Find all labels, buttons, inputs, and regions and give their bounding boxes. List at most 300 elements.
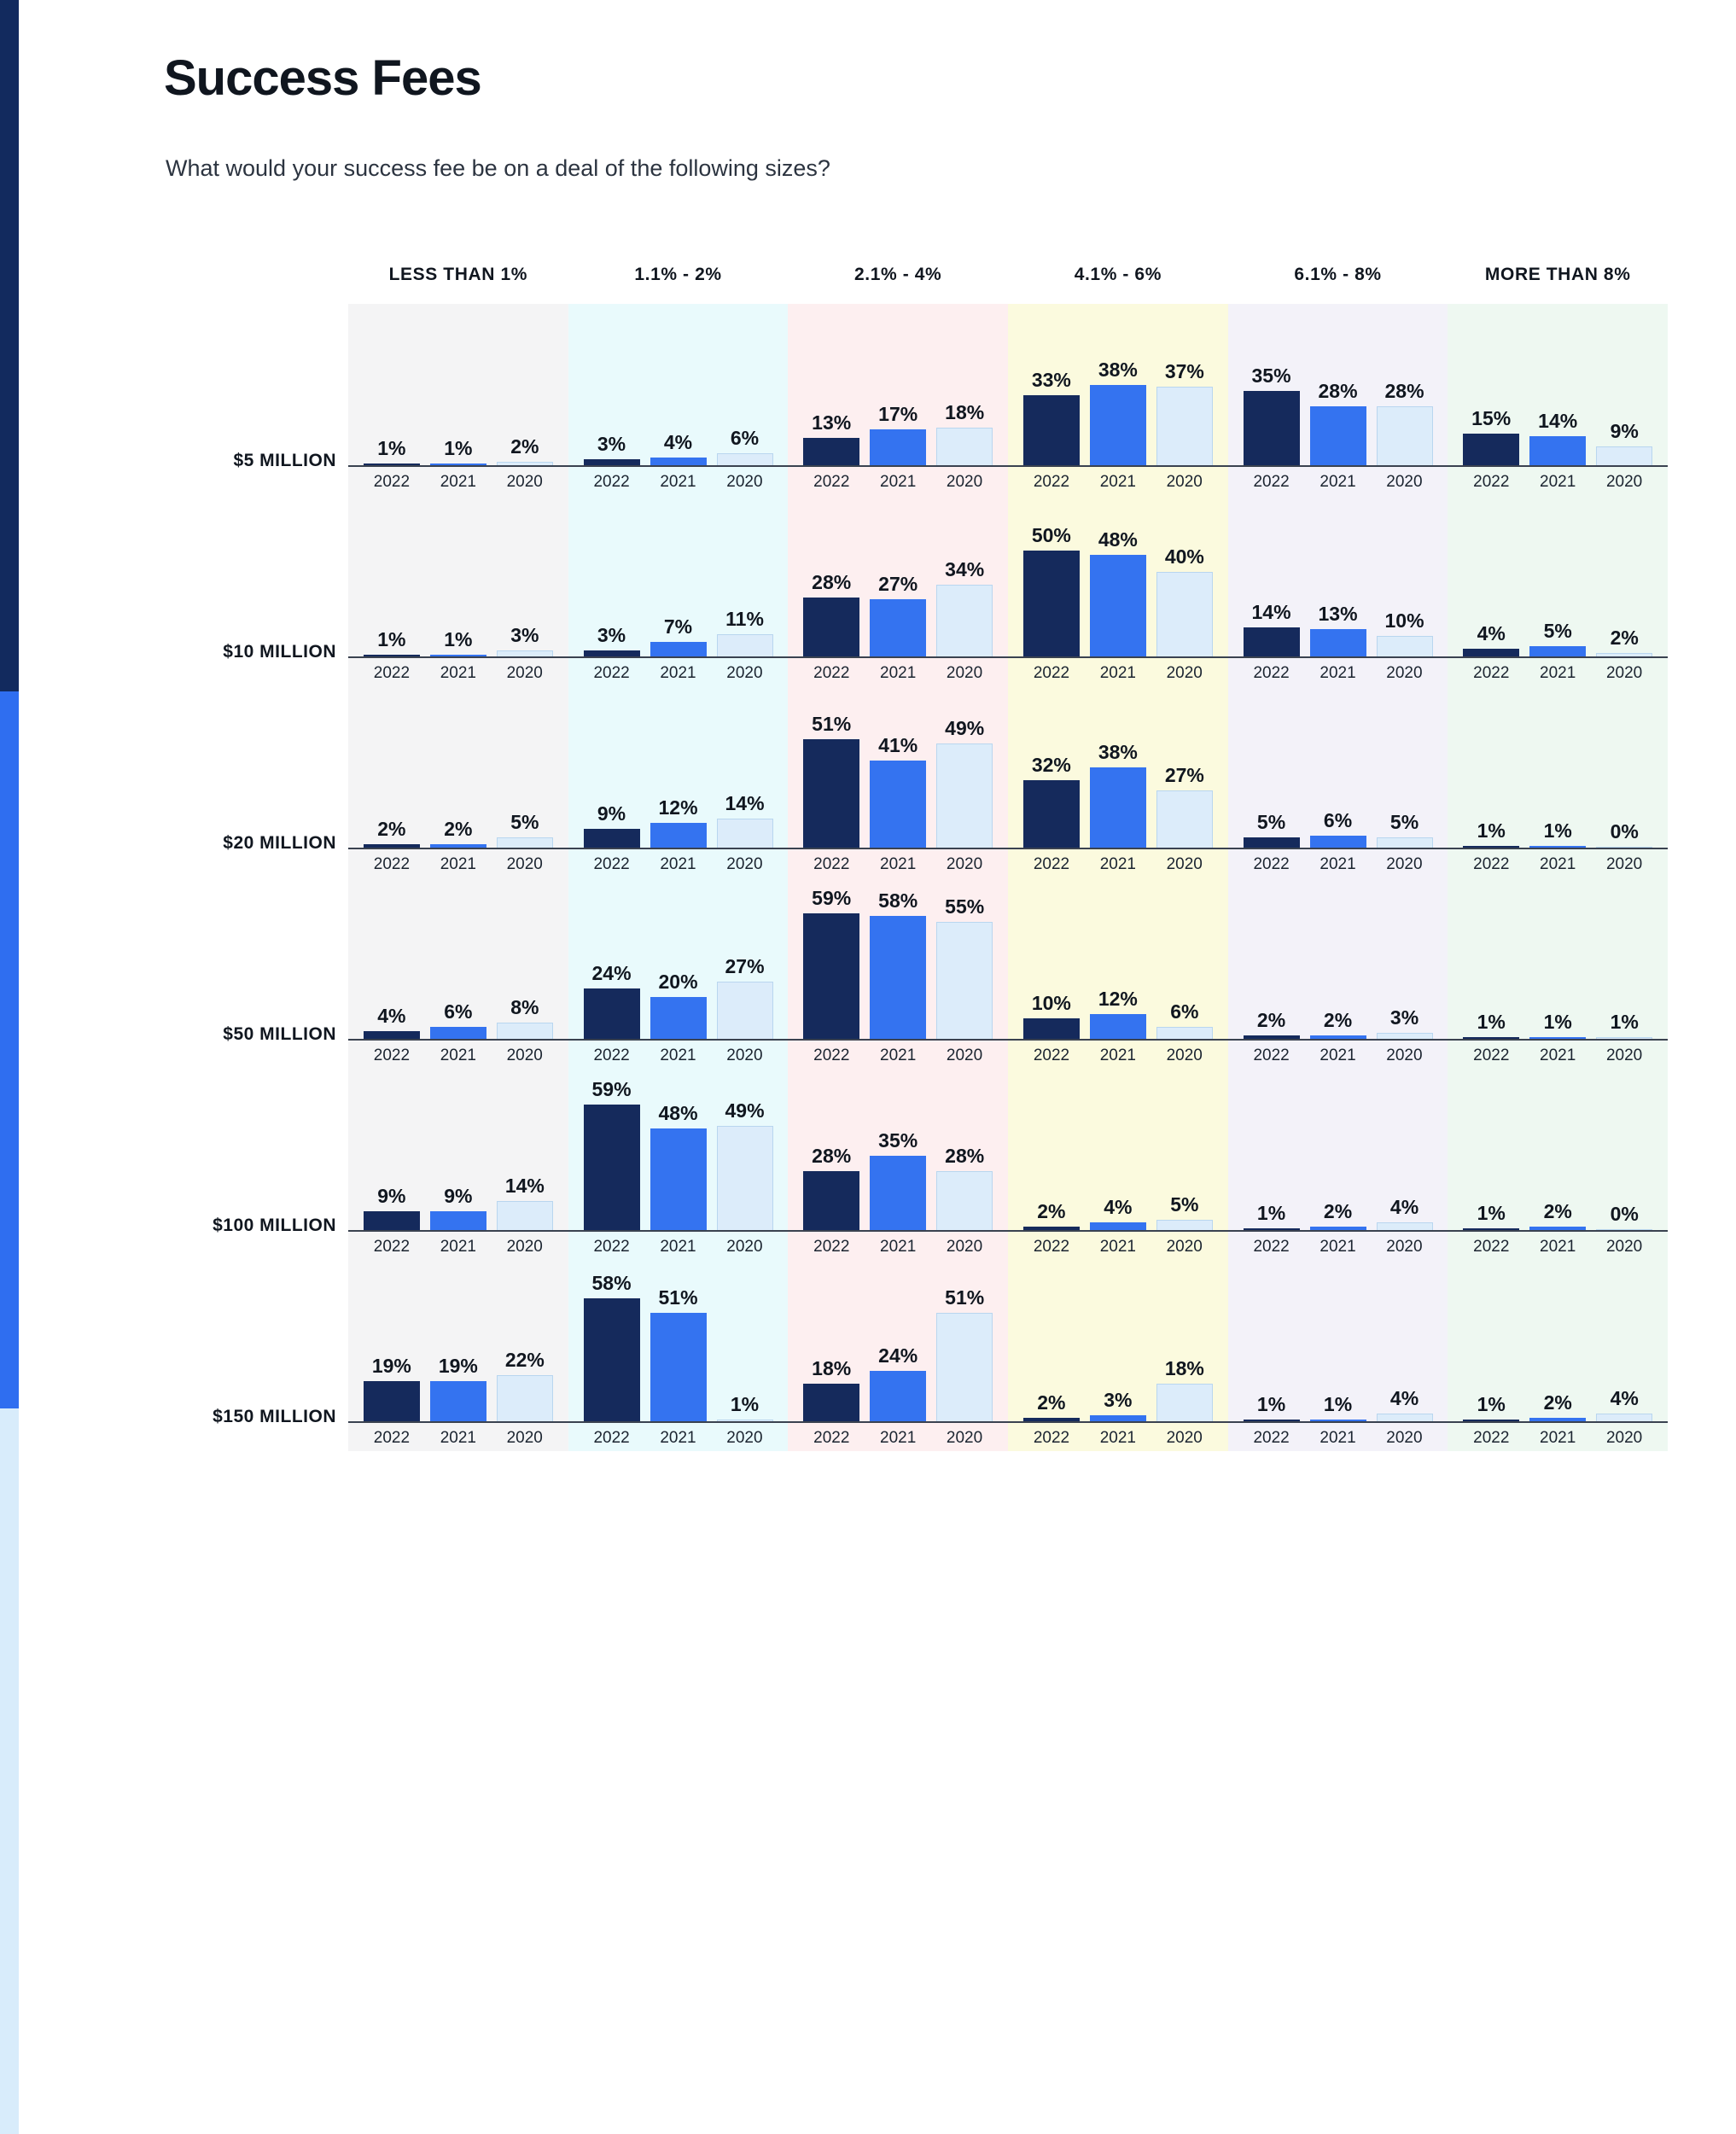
column-band [1228, 304, 1448, 1451]
accent-segment-light [0, 1408, 19, 2134]
bar [1023, 369, 1080, 466]
bar-rect-2021 [430, 1211, 486, 1231]
year-tick-label: 2022 [373, 1429, 411, 1447]
year-tick-label: 2020 [726, 1238, 763, 1256]
axis-line [568, 1230, 789, 1232]
bar-value-label: 48% [658, 1102, 698, 1124]
column-header: 6.1% - 8% [1294, 265, 1382, 284]
bar-value-label: 4% [377, 1005, 406, 1027]
year-tick-label: 2022 [1033, 1429, 1070, 1447]
year-tick-labels [1228, 855, 1448, 874]
year-tick-label: 2022 [813, 473, 850, 491]
year-tick-label: 2020 [1386, 855, 1423, 873]
year-tick-labels [348, 664, 568, 683]
year-tick-label: 2020 [726, 855, 763, 873]
page [19, 0, 1736, 2134]
bar [1310, 1200, 1366, 1231]
bar-group [568, 495, 789, 657]
axis-line [1448, 656, 1668, 658]
bar [497, 996, 553, 1040]
chart-cell [568, 878, 789, 1069]
bar-rect-2020 [936, 1171, 993, 1231]
chart-cell [1448, 304, 1668, 495]
axis-line [788, 1421, 1008, 1423]
bar [1596, 627, 1652, 657]
bar-value-label: 58% [878, 889, 918, 912]
bar-value-label: 6% [1170, 1000, 1199, 1023]
bar-value-label: 4% [1104, 1196, 1133, 1218]
bar-value-label: 2% [510, 435, 539, 458]
bar-rect-2021 [870, 916, 926, 1040]
year-tick-labels [1448, 855, 1668, 874]
year-tick-labels [1448, 473, 1668, 492]
bar-rect-2020 [936, 743, 993, 848]
bar-value-label: 13% [1318, 603, 1358, 625]
bar [1090, 1196, 1146, 1231]
bar-value-label: 24% [591, 962, 632, 984]
bar [1156, 1000, 1213, 1040]
axis-line [568, 656, 789, 658]
bar [1156, 545, 1213, 657]
bar [497, 624, 553, 657]
bar-group [348, 304, 568, 466]
year-tick-label: 2022 [593, 473, 630, 491]
bar-value-label: 1% [1256, 1202, 1286, 1224]
bar-value-label: 59% [591, 1078, 632, 1100]
year-tick-labels [1008, 1429, 1228, 1448]
year-tick-labels [568, 1047, 789, 1065]
bar-value-label: 28% [945, 1145, 985, 1167]
bar-group [1008, 495, 1228, 657]
chart-cell [1228, 1260, 1448, 1451]
year-tick-labels [1008, 473, 1228, 492]
chart-cell [568, 1069, 789, 1260]
bar [1023, 1391, 1080, 1422]
bar-group [1448, 1069, 1668, 1231]
year-tick-label: 2021 [1540, 664, 1576, 682]
bar-value-label: 1% [1323, 1393, 1353, 1415]
bar [1377, 1006, 1433, 1040]
year-tick-label: 2020 [1605, 1238, 1643, 1256]
bar-value-label: 14% [725, 792, 765, 814]
bar-rect-2022 [803, 913, 859, 1040]
bar-value-label: 1% [1543, 1011, 1572, 1033]
column-band [1008, 304, 1228, 1451]
bar [430, 628, 486, 657]
bar-group [1008, 304, 1228, 466]
year-tick-label: 2022 [1473, 473, 1510, 491]
bar-value-label: 14% [504, 1175, 545, 1197]
bar [1156, 764, 1213, 848]
year-tick-label: 2022 [1033, 1047, 1070, 1064]
bar-rect-2022 [1023, 395, 1080, 466]
axis-line [1228, 1230, 1448, 1232]
year-tick-labels [1228, 1238, 1448, 1256]
bar-rect-2020 [1156, 1027, 1213, 1040]
bar-rect-2021 [650, 823, 707, 848]
bar-group [348, 686, 568, 848]
bar-rect-2021 [870, 429, 926, 466]
year-tick-label: 2021 [1319, 1429, 1356, 1447]
bar-value-label: 0% [1610, 820, 1639, 843]
bar-value-label: 27% [878, 573, 918, 595]
bar-rect-2020 [717, 1126, 773, 1231]
year-tick-label: 2022 [1253, 664, 1290, 682]
year-tick-label: 2020 [506, 664, 543, 682]
year-tick-label: 2021 [1540, 855, 1576, 873]
bar [1529, 620, 1586, 657]
chart-cell [1228, 495, 1448, 686]
bar [497, 811, 553, 848]
bar [1463, 819, 1519, 848]
bar-value-label: 22% [504, 1349, 545, 1371]
bar-rect-2020 [1156, 790, 1213, 848]
bar-value-label: 5% [1256, 811, 1286, 833]
year-tick-label: 2020 [1605, 1429, 1643, 1447]
bar-value-label: 5% [1389, 811, 1419, 833]
axis-line [1008, 848, 1228, 849]
bar [717, 1099, 773, 1231]
axis-line [788, 1230, 1008, 1232]
bar-group [1228, 304, 1448, 466]
bar [717, 608, 773, 657]
bar [650, 431, 707, 466]
bar-value-label: 4% [1389, 1196, 1419, 1218]
year-tick-labels [1448, 664, 1668, 683]
bar-group [348, 1069, 568, 1231]
axis-line [1228, 848, 1448, 849]
bar-rect-2021 [650, 997, 707, 1040]
axis-line [1008, 1039, 1228, 1041]
page-title: Success Fees [164, 50, 481, 106]
bar [1310, 603, 1366, 657]
year-tick-label: 2022 [373, 473, 411, 491]
bar [1596, 820, 1652, 848]
bar-group [788, 686, 1008, 848]
bar [717, 955, 773, 1040]
bar [497, 1349, 553, 1422]
year-tick-label: 2022 [593, 1429, 630, 1447]
left-accent-rail [0, 0, 19, 2134]
bar [1310, 1009, 1366, 1040]
bar-value-label: 3% [510, 624, 539, 646]
bar [1377, 1196, 1433, 1231]
bar [1596, 1203, 1652, 1231]
bar-group [1448, 304, 1668, 466]
bar-value-label: 0% [1610, 1203, 1639, 1225]
year-tick-labels [788, 1047, 1008, 1065]
chart-grid [348, 304, 1668, 1451]
bar-rect-2020 [1596, 446, 1652, 466]
bar [1377, 1387, 1433, 1422]
bar-value-label: 9% [377, 1185, 406, 1207]
bar-rect-2021 [1090, 767, 1146, 848]
year-tick-label: 2021 [880, 855, 917, 873]
bar-value-label: 48% [1098, 528, 1138, 551]
bar [1023, 524, 1080, 657]
bar-rect-2022 [803, 739, 859, 848]
year-tick-labels [568, 664, 789, 683]
year-tick-label: 2021 [1540, 1429, 1576, 1447]
bar [1463, 1202, 1519, 1231]
bar-rect-2020 [1377, 406, 1433, 466]
year-tick-labels [1008, 1238, 1228, 1256]
column-header: MORE THAN 8% [1484, 265, 1631, 284]
bar-value-label: 9% [444, 1185, 473, 1207]
bar [364, 628, 420, 657]
bar-group [788, 878, 1008, 1040]
year-tick-labels [568, 1238, 789, 1256]
bar-group [788, 495, 1008, 657]
bar [803, 1145, 859, 1231]
bar [430, 818, 486, 848]
axis-line [568, 1421, 789, 1423]
bar-rect-2022 [1244, 627, 1300, 657]
bar-value-label: 3% [597, 624, 626, 646]
chart-cell [788, 878, 1008, 1069]
bar [936, 558, 993, 657]
bar-group [1448, 1260, 1668, 1422]
bar-group [1008, 686, 1228, 848]
row-label: $100 MILLION [213, 1216, 336, 1235]
bar-rect-2021 [430, 1381, 486, 1422]
bar-group [788, 1260, 1008, 1422]
bar [803, 1357, 859, 1422]
bar [1090, 359, 1146, 466]
year-tick-label: 2022 [813, 1047, 850, 1064]
year-tick-labels [788, 1238, 1008, 1256]
bar-value-label: 24% [878, 1344, 918, 1367]
bar-value-label: 2% [1543, 1391, 1572, 1414]
year-tick-label: 2021 [440, 855, 476, 873]
bar-rect-2021 [1090, 555, 1146, 657]
year-tick-label: 2020 [1166, 1047, 1203, 1064]
year-tick-label: 2021 [1319, 1047, 1356, 1064]
bar-value-label: 41% [878, 734, 918, 756]
chart-cell [348, 495, 568, 686]
chart-cell [788, 1069, 1008, 1260]
year-tick-label: 2022 [813, 1429, 850, 1447]
bar-group [1008, 1260, 1228, 1422]
bar [1463, 407, 1519, 466]
bar-value-label: 55% [945, 895, 985, 918]
year-tick-label: 2022 [1253, 1429, 1290, 1447]
column-band [1448, 304, 1668, 1451]
bar-value-label: 5% [510, 811, 539, 833]
bar-rect-2020 [1156, 1384, 1213, 1422]
chart-cell [1448, 1069, 1668, 1260]
bar-rect-2022 [584, 988, 640, 1040]
bar [936, 895, 993, 1040]
bar-group [788, 1069, 1008, 1231]
bar-rect-2022 [584, 1105, 640, 1231]
bar-rect-2021 [650, 1128, 707, 1231]
column-band [788, 304, 1008, 1451]
bar-rect-2022 [1023, 780, 1080, 848]
year-tick-labels [1448, 1238, 1668, 1256]
bar-rect-2022 [364, 1211, 420, 1231]
axis-line [1448, 1421, 1668, 1423]
bar-rect-2021 [1090, 385, 1146, 466]
bar-value-label: 1% [1477, 1202, 1506, 1224]
bar-value-label: 2% [1543, 1200, 1572, 1222]
year-tick-label: 2021 [1319, 473, 1356, 491]
year-tick-label: 2022 [1253, 1238, 1290, 1256]
bar [1377, 811, 1433, 848]
bar-value-label: 35% [1251, 364, 1291, 387]
bar [1023, 992, 1080, 1040]
bar [870, 573, 926, 657]
bar [1244, 811, 1300, 848]
bar-value-label: 2% [1256, 1009, 1286, 1031]
column-headers [348, 265, 1668, 304]
bar-value-label: 1% [444, 628, 473, 650]
bar-value-label: 20% [658, 971, 698, 993]
bar-value-label: 4% [1477, 622, 1506, 644]
bar-value-label: 2% [1037, 1200, 1066, 1222]
bar-rect-2022 [1023, 551, 1080, 657]
bar [650, 1286, 707, 1422]
bar-value-label: 1% [377, 628, 406, 650]
year-tick-label: 2022 [593, 1238, 630, 1256]
bar-group [348, 1260, 568, 1422]
bar-group [1448, 686, 1668, 848]
bar-rect-2020 [936, 585, 993, 657]
row-label: $20 MILLION [223, 833, 336, 853]
bar [870, 1344, 926, 1422]
bar-value-label: 6% [1323, 809, 1353, 831]
axis-line [348, 848, 568, 849]
chart-cell [568, 304, 789, 495]
year-tick-label: 2021 [1540, 473, 1576, 491]
year-tick-label: 2020 [506, 1238, 543, 1256]
bar-value-label: 14% [1538, 410, 1578, 432]
bar-rect-2022 [803, 1171, 859, 1231]
year-tick-label: 2020 [1166, 1238, 1203, 1256]
bar-rect-2021 [870, 761, 926, 848]
year-tick-label: 2022 [1473, 1238, 1510, 1256]
bar-value-label: 33% [1031, 369, 1071, 391]
bar-rect-2020 [497, 1023, 553, 1040]
year-tick-label: 2022 [1473, 1429, 1510, 1447]
axis-line [348, 1421, 568, 1423]
year-tick-labels [1228, 1429, 1448, 1448]
bar [430, 1185, 486, 1231]
bar-rect-2022 [584, 1298, 640, 1422]
axis-line [788, 848, 1008, 849]
bar-value-label: 1% [377, 437, 406, 459]
bar-value-label: 6% [730, 427, 760, 449]
bar-value-label: 40% [1164, 545, 1204, 568]
bar-value-label: 18% [1164, 1357, 1204, 1379]
bar-value-label: 18% [945, 401, 985, 423]
year-tick-label: 2022 [593, 855, 630, 873]
bar-rect-2022 [803, 438, 859, 466]
bar-rect-2022 [1244, 391, 1300, 466]
bar [650, 796, 707, 848]
bar-value-label: 1% [1256, 1393, 1286, 1415]
year-tick-labels [1228, 664, 1448, 683]
bar-value-label: 3% [597, 433, 626, 455]
bar-value-label: 58% [591, 1272, 632, 1294]
bar-value-label: 34% [945, 558, 985, 580]
bar-value-label: 28% [812, 571, 852, 593]
year-tick-label: 2022 [1473, 664, 1510, 682]
bar-value-label: 12% [1098, 988, 1138, 1010]
bar-group [1228, 495, 1448, 657]
chart-cell [1008, 1260, 1228, 1451]
year-tick-label: 2022 [593, 1047, 630, 1064]
bar [364, 1185, 420, 1231]
bar [1090, 1389, 1146, 1422]
year-tick-label: 2020 [1605, 473, 1643, 491]
year-tick-label: 2021 [880, 664, 917, 682]
bar [430, 437, 486, 466]
bar-value-label: 8% [510, 996, 539, 1018]
year-tick-label: 2020 [946, 1238, 983, 1256]
bar [717, 427, 773, 466]
axis-line [348, 1230, 568, 1232]
row-label: $50 MILLION [223, 1024, 336, 1044]
bar-rect-2020 [717, 982, 773, 1040]
year-tick-labels [568, 473, 789, 492]
bar [1310, 1393, 1366, 1422]
year-tick-label: 2022 [813, 1238, 850, 1256]
bar-group [1228, 686, 1448, 848]
bar [1310, 809, 1366, 848]
bar [717, 792, 773, 848]
year-tick-label: 2020 [1386, 664, 1423, 682]
year-tick-label: 2021 [1099, 1238, 1136, 1256]
axis-line [1228, 465, 1448, 467]
year-tick-label: 2020 [1605, 855, 1643, 873]
axis-line [1228, 1039, 1448, 1041]
bar-value-label: 28% [1384, 380, 1424, 402]
bar-group [1228, 878, 1448, 1040]
year-tick-label: 2020 [726, 664, 763, 682]
year-tick-labels [788, 664, 1008, 683]
bar-rect-2022 [364, 1381, 420, 1422]
bar-rect-2021 [1310, 406, 1366, 466]
chart-cell [1228, 878, 1448, 1069]
bar [1529, 1200, 1586, 1231]
year-tick-label: 2021 [880, 473, 917, 491]
bar [1090, 988, 1146, 1040]
axis-line [1228, 656, 1448, 658]
year-tick-label: 2022 [813, 664, 850, 682]
bar [1377, 380, 1433, 466]
bar-rect-2020 [936, 1313, 993, 1422]
bar [584, 433, 640, 466]
bar-rect-2021 [1310, 836, 1366, 848]
year-tick-label: 2022 [1473, 855, 1510, 873]
year-tick-label: 2021 [660, 473, 696, 491]
bar [936, 1286, 993, 1422]
bar [584, 962, 640, 1040]
year-tick-label: 2021 [880, 1047, 917, 1064]
bar-value-label: 2% [1037, 1391, 1066, 1414]
bar-value-label: 51% [945, 1286, 985, 1309]
chart-cell [568, 1260, 789, 1451]
axis-line [568, 465, 789, 467]
year-tick-labels [788, 855, 1008, 874]
year-tick-label: 2020 [506, 855, 543, 873]
bar-value-label: 51% [658, 1286, 698, 1309]
chart-cell [1008, 304, 1228, 495]
year-tick-label: 2020 [726, 473, 763, 491]
year-tick-label: 2022 [1253, 1047, 1290, 1064]
year-tick-label: 2022 [1253, 473, 1290, 491]
